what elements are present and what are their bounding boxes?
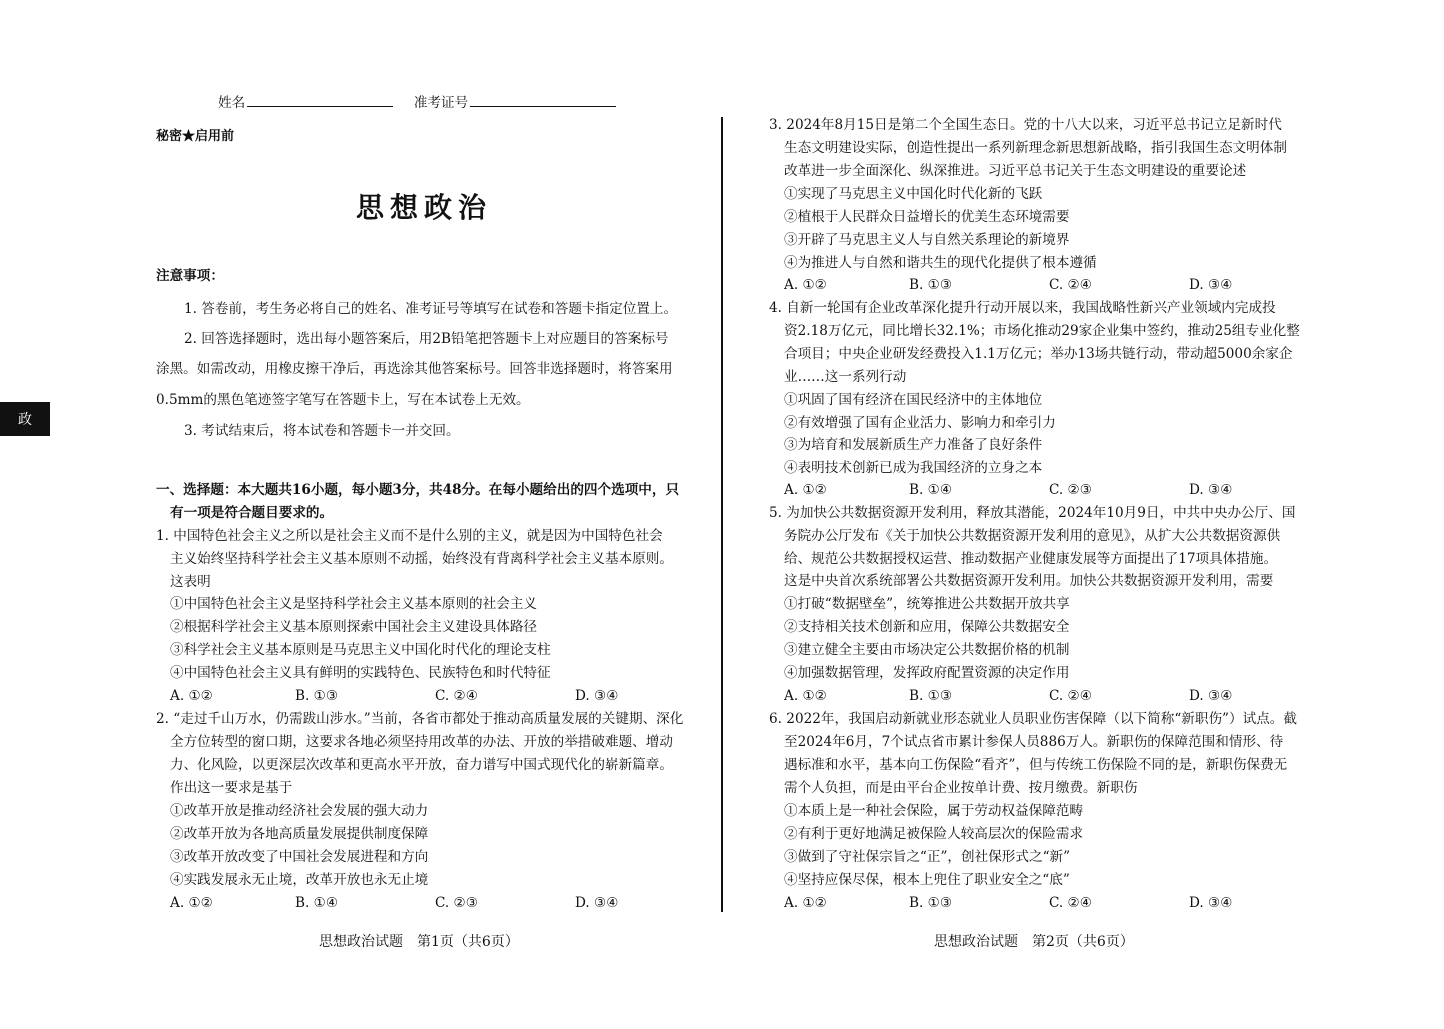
q6-option-a[interactable]: A. ①② xyxy=(784,895,827,911)
q1-option-a[interactable]: A. ①② xyxy=(170,688,213,704)
q3-item-1: ①实现了马克思主义中国化时代化新的飞跃 xyxy=(784,186,1043,202)
q3-line-1: 3. 2024年8月15日是第二个全国生态日。党的十八大以来，习近平总书记立足新时代 xyxy=(769,117,1282,133)
secret-mark: 秘密★启用前 xyxy=(156,129,235,144)
q6-option-c[interactable]: C. ②④ xyxy=(1049,895,1092,911)
q4-option-a[interactable]: A. ①② xyxy=(784,482,827,498)
footer-left: 思想政治试题 第1页（共6页） xyxy=(319,934,519,950)
name-label: 姓名 xyxy=(218,95,246,111)
q3-option-c[interactable]: C. ②④ xyxy=(1049,277,1092,293)
q2-line-4: 作出这一要求是基于 xyxy=(170,780,293,796)
q4-option-b[interactable]: B. ①④ xyxy=(909,482,953,498)
q3-option-d[interactable]: D. ③④ xyxy=(1189,277,1233,293)
q5-line-4: 这是中央首次系统部署公共数据资源开发利用。加快公共数据资源开发利用，需要 xyxy=(784,573,1274,589)
notes-heading: 注意事项： xyxy=(156,268,224,284)
q5-line-1: 5. 为加快公共数据资源开发利用，释放其潜能，2024年10月9日，中共中央办公厅、国 xyxy=(769,505,1296,521)
q1-option-d[interactable]: D. ③④ xyxy=(575,688,619,704)
q1-line-2: 主义始终坚持科学社会主义基本原则不动摇，始终没有背离科学社会主义基本原则。 xyxy=(170,551,673,567)
q6-item-1: ①本质上是一种社会保险，属于劳动权益保障范畴 xyxy=(784,803,1084,819)
q5-option-c[interactable]: C. ②④ xyxy=(1049,688,1092,704)
q2-item-3: ③改革开放改变了中国社会发展进程和方向 xyxy=(170,849,429,865)
q5-item-4: ④加强数据管理，发挥政府配置资源的决定作用 xyxy=(784,665,1070,681)
q6-item-4: ④坚持应保尽保，根本上兜住了职业安全之“底” xyxy=(784,872,1070,888)
q6-item-3: ③做到了守社保宗旨之“正”，创社保形式之“新” xyxy=(784,849,1071,865)
q4-line-2: 资2.18万亿元，同比增长32.1%；市场化推动29家企业集中签约，推动25组专业化整 xyxy=(784,323,1300,339)
q4-option-d[interactable]: D. ③④ xyxy=(1189,482,1233,498)
q2-line-2: 全方位转型的窗口期，这要求各地必须坚持用改革的办法、开放的举措破难题、增动 xyxy=(170,734,673,750)
q1-options xyxy=(170,690,630,706)
q5-item-2: ②支持相关技术创新和应用，保障公共数据安全 xyxy=(784,619,1070,635)
column-divider xyxy=(721,117,723,912)
q4-option-c[interactable]: C. ②③ xyxy=(1049,482,1092,498)
notes-line-2: 2. 回答选择题时，选出每小题答案后，用2B铅笔把答题卡上对应题目的答案标号 xyxy=(184,331,669,347)
side-tab: 政 xyxy=(0,402,50,436)
q2-option-d[interactable]: D. ③④ xyxy=(575,895,619,911)
q1-item-2: ②根据科学社会主义基本原则探索中国社会主义建设具体路径 xyxy=(170,619,538,635)
q2-option-a[interactable]: A. ①② xyxy=(170,895,213,911)
q1-line-1: 1. 中国特色社会主义之所以是社会主义而不是什么别的主义，就是因为中国特色社会 xyxy=(156,528,663,544)
q3-item-4: ④为推进人与自然和谐共生的现代化提供了根本遵循 xyxy=(784,255,1097,271)
notes-line-1: 1. 答卷前，考生务必将自己的姓名、准考证号等填写在试卷和答题卡指定位置上。 xyxy=(184,301,678,317)
q3-item-3: ③开辟了马克思主义人与自然关系理论的新境界 xyxy=(784,232,1070,248)
q2-options xyxy=(170,897,630,913)
q5-option-a[interactable]: A. ①② xyxy=(784,688,827,704)
name-field-row xyxy=(218,92,616,111)
q4-item-3: ③为培育和发展新质生产力准备了良好条件 xyxy=(784,437,1043,453)
q3-line-2: 生态文明建设实际，创造性提出一系列新理念新思想新战略，指引我国生态文明体制 xyxy=(784,140,1287,156)
notes-line-3: 涂黑。如需改动，用橡皮擦干净后，再选涂其他答案标号。回答非选择题时，将答案用 xyxy=(156,361,673,377)
q3-line-3: 改革进一步全面深化、纵深推进。习近平总书记关于生态文明建设的重要论述 xyxy=(784,163,1247,179)
notes-line-4: 0.5mm的黑色笔迹签字笔写在答题卡上，写在本试卷上无效。 xyxy=(156,392,530,408)
q1-item-3: ③科学社会主义基本原则是马克思主义中国化时代化的理论支柱 xyxy=(170,642,551,658)
q3-options xyxy=(784,279,1244,295)
q2-item-4: ④实践发展永无止境，改革开放也永无止境 xyxy=(170,872,429,888)
q5-options xyxy=(784,690,1244,706)
q5-line-3: 给、规范公共数据授权运营、推动数据产业健康发展等方面提出了17项具体措施。 xyxy=(784,551,1278,567)
q2-item-1: ①改革开放是推动经济社会发展的强大动力 xyxy=(170,803,429,819)
footer-right: 思想政治试题 第2页（共6页） xyxy=(934,934,1134,950)
exam-id-blank[interactable] xyxy=(470,92,616,107)
q6-option-b[interactable]: B. ①③ xyxy=(909,895,953,911)
q5-line-2: 务院办公厅发布《关于加快公共数据资源开发利用的意见》，从扩大公共数据资源供 xyxy=(784,528,1281,544)
q6-line-3: 遇标准和水平，基本向工伤保险“看齐”，但与传统工伤保险不同的是，新职伤保费无 xyxy=(784,757,1288,773)
q1-item-1: ①中国特色社会主义是坚持科学社会主义基本原则的社会主义 xyxy=(170,596,538,612)
q1-item-4: ④中国特色社会主义具有鲜明的实践特色、民族特色和时代特征 xyxy=(170,665,551,681)
q3-option-a[interactable]: A. ①② xyxy=(784,277,827,293)
q5-option-b[interactable]: B. ①③ xyxy=(909,688,953,704)
q4-options xyxy=(784,484,1244,500)
q1-option-b[interactable]: B. ①③ xyxy=(295,688,339,704)
q5-item-1: ①打破“数据壁垒”，统筹推进公共数据开放共享 xyxy=(784,596,1070,612)
q6-line-4: 需个人负担，而是由平台企业按单计费、按月缴费。新职伤 xyxy=(784,780,1138,796)
q1-line-3: 这表明 xyxy=(170,574,211,590)
q2-option-b[interactable]: B. ①④ xyxy=(295,895,339,911)
section-heading-line-2: 有一项是符合题目要求的。 xyxy=(170,505,334,521)
q4-item-2: ②有效增强了国有企业活力、影响力和牵引力 xyxy=(784,415,1056,431)
q6-item-2: ②有利于更好地满足被保险人较高层次的保险需求 xyxy=(784,826,1084,842)
q1-option-c[interactable]: C. ②④ xyxy=(435,688,478,704)
q2-option-c[interactable]: C. ②③ xyxy=(435,895,478,911)
q5-option-d[interactable]: D. ③④ xyxy=(1189,688,1233,704)
q3-option-b[interactable]: B. ①③ xyxy=(909,277,953,293)
q2-item-2: ②改革开放为各地高质量发展提供制度保障 xyxy=(170,826,429,842)
q3-item-2: ②植根于人民群众日益增长的优美生态环境需要 xyxy=(784,209,1070,225)
q4-item-1: ①巩固了国有经济在国民经济中的主体地位 xyxy=(784,392,1043,408)
q2-line-3: 力、化风险，以更深层次改革和更高水平开放，奋力谱写中国式现代化的崭新篇章。 xyxy=(170,757,673,773)
q6-options xyxy=(784,897,1244,913)
q4-line-3: 合项目；中央企业研发经费投入1.1万亿元；举办13场共链行动，带动超5000余家企 xyxy=(784,346,1293,362)
q4-item-4: ④表明技术创新已成为我国经济的立身之本 xyxy=(784,460,1043,476)
q2-line-1: 2. “走过千山万水，仍需跋山涉水。”当前，各省市都处于推动高质量发展的关键期、深化 xyxy=(156,711,684,727)
section-heading-line-1: 一、选择题：本大题共16小题，每小题3分，共48分。在每小题给出的四个选项中，只 xyxy=(156,482,680,498)
page-title: 思想政治 xyxy=(356,191,493,224)
q5-item-3: ③建立健全主要由市场决定公共数据价格的机制 xyxy=(784,642,1070,658)
q6-line-1: 6. 2022年，我国启动新就业形态就业人员职业伤害保障（以下简称“新职伤”）试点。截 xyxy=(769,711,1297,727)
q6-option-d[interactable]: D. ③④ xyxy=(1189,895,1233,911)
notes-line-5: 3. 考试结束后，将本试卷和答题卡一并交回。 xyxy=(184,423,460,439)
q4-line-4: 业……这一系列行动 xyxy=(784,369,907,385)
name-blank[interactable] xyxy=(247,92,393,107)
q6-line-2: 至2024年6月，7个试点省市累计参保人员886万人。新职伤的保障范围和情形、待 xyxy=(784,734,1284,750)
q4-line-1: 4. 自新一轮国有企业改革深化提升行动开展以来，我国战略性新兴产业领域内完成投 xyxy=(769,300,1276,316)
exam-id-label: 准考证号 xyxy=(413,95,469,111)
